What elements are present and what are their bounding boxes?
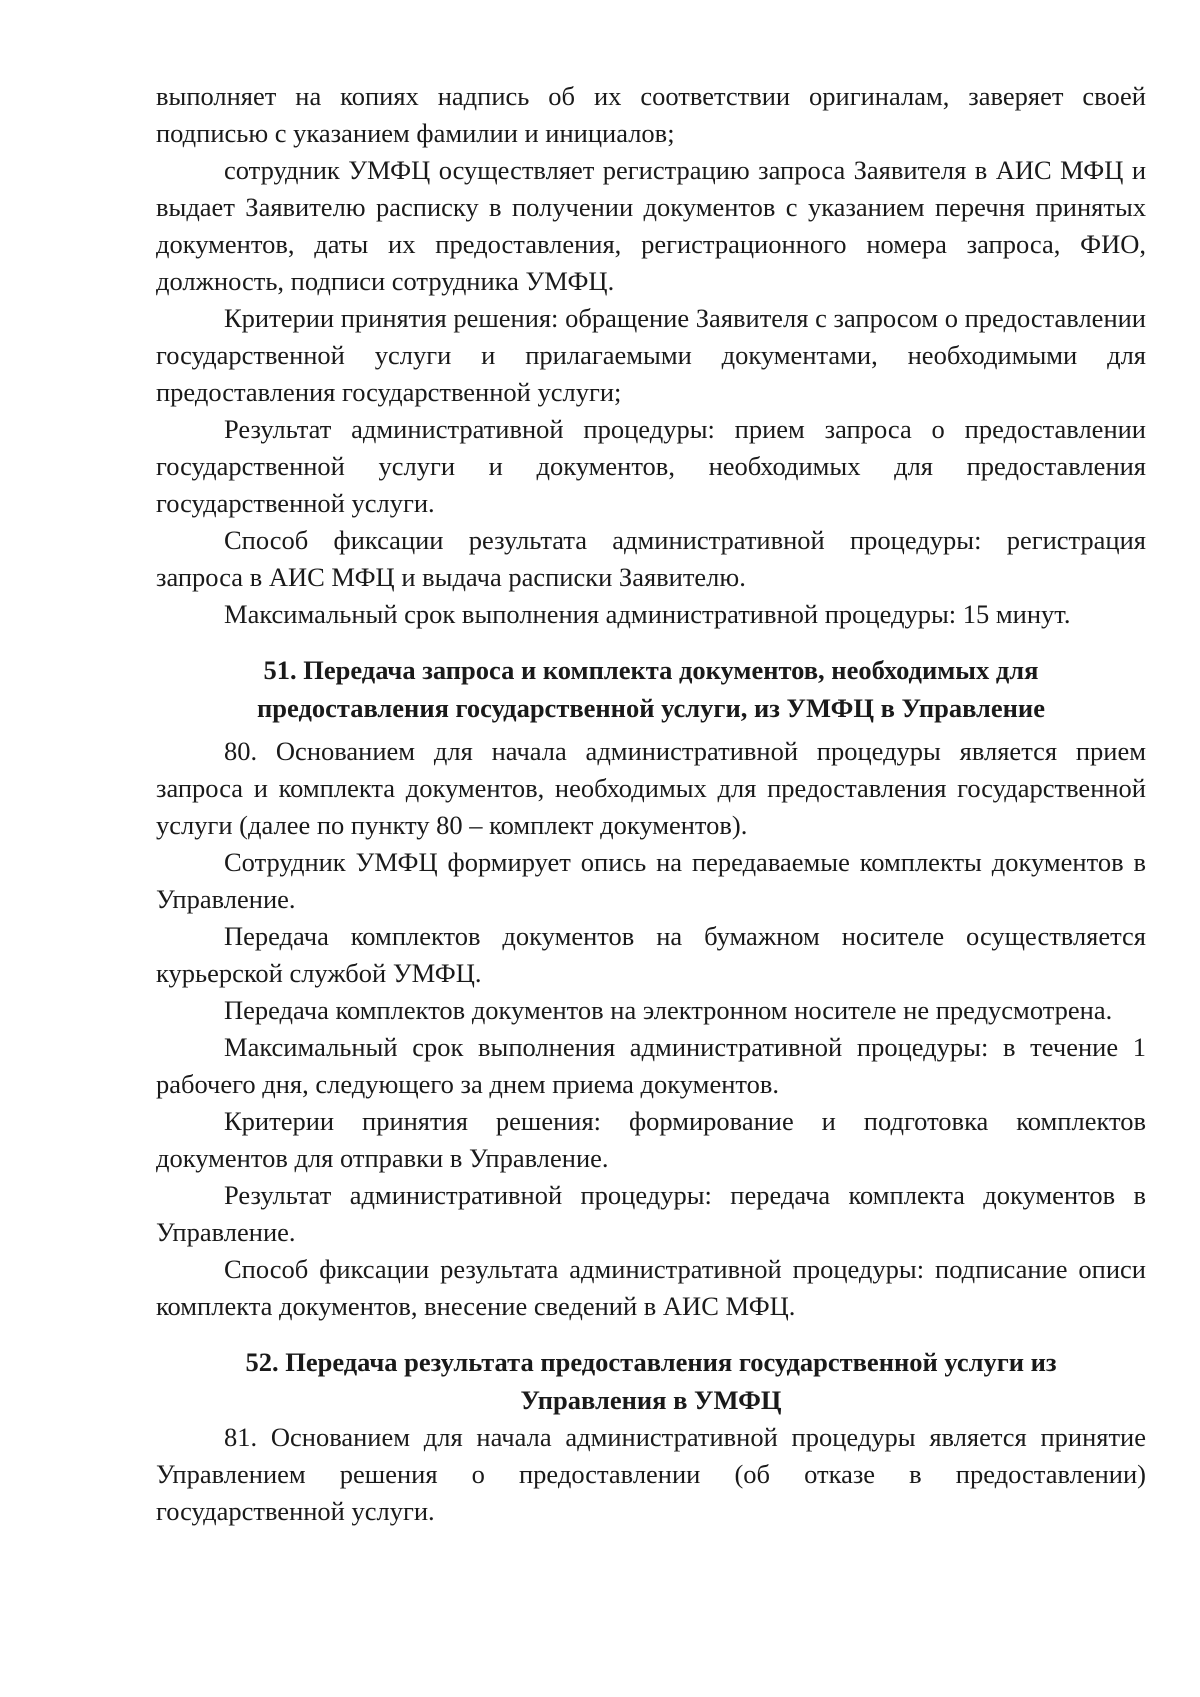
section-51-paragraph: Способ фиксации результата административной процедуры: подписание описи комплекта документов, внесение сведений в АИС МФЦ. — [156, 1254, 1146, 1321]
section-51-heading — [156, 651, 1146, 727]
spacer — [156, 633, 1146, 651]
paragraph-fixation: Способ фиксации результата административной процедуры: регистрация запроса в АИС МФЦ и выдача расписки Заявителю. — [156, 525, 1146, 592]
section-51-paragraph: Передача комплектов документов на электронном носителе не предусмотрена. — [224, 995, 1113, 1025]
paragraph-registration: сотрудник УМФЦ осуществляет регистрацию запроса Заявителя в АИС МФЦ и выдает Заявителю расписку в получении документов с указанием перечня принятых документов, даты их предоставления, регистрационного номера запроса, ФИО, должность, подписи сотрудника УМФЦ. — [156, 155, 1146, 296]
paragraph-continuation: выполняет на копиях надпись об их соответствии оригиналам, заверяет своей подписью с указанием фамилии и инициалов; — [156, 81, 1146, 148]
section-52-paragraph: 81. Основанием для начала административной процедуры является принятие Управлением решения о предоставлении (об отказе в предоставлении) государственной услуги. — [156, 1422, 1146, 1526]
section-51-heading-line-2: предоставления государственной услуги, из УМФЦ в Управление — [257, 693, 1045, 723]
section-51-paragraph: Результат административной процедуры: передача комплекта документов в Управление. — [156, 1180, 1146, 1247]
paragraph-max-time: Максимальный срок выполнения административной процедуры: 15 минут. — [224, 599, 1071, 629]
section-51-paragraph: Передача комплектов документов на бумажном носителе осуществляется курьерской службой УМФЦ. — [156, 921, 1146, 988]
section-52-heading-line-2: Управления в УМФЦ — [520, 1385, 782, 1415]
section-51-heading-line-1: 51. Передача запроса и комплекта документов, необходимых для — [263, 655, 1039, 685]
paragraph-criteria: Критерии принятия решения: обращение Заявителя с запросом о предоставлении государственной услуги и прилагаемыми документами, необходимыми для предоставления государственной услуги; — [156, 303, 1146, 407]
section-51-paragraph: Максимальный срок выполнения административной процедуры: в течение 1 рабочего дня, следующего за днем приема документов. — [156, 1032, 1146, 1099]
section-51-paragraph: Критерии принятия решения: формирование и подготовка комплектов документов для отправки в Управление. — [156, 1106, 1146, 1173]
section-52-heading-line-1: 52. Передача результата предоставления государственной услуги из — [245, 1347, 1057, 1377]
spacer — [156, 1325, 1146, 1343]
section-51-paragraph: Сотрудник УМФЦ формирует опись на передаваемые комплекты документов в Управление. — [156, 847, 1146, 914]
section-52-heading — [156, 1343, 1146, 1419]
section-51-paragraph: 80. Основанием для начала административной процедуры является прием запроса и комплекта документов, необходимых для предоставления государственной услуги (далее по пункту 80 – комплект документов). — [156, 736, 1146, 840]
document-body — [156, 78, 1146, 1530]
paragraph-result: Результат административной процедуры: прием запроса о предоставлении государственной услуги и документов, необходимых для предоставления государственной услуги. — [156, 414, 1146, 518]
